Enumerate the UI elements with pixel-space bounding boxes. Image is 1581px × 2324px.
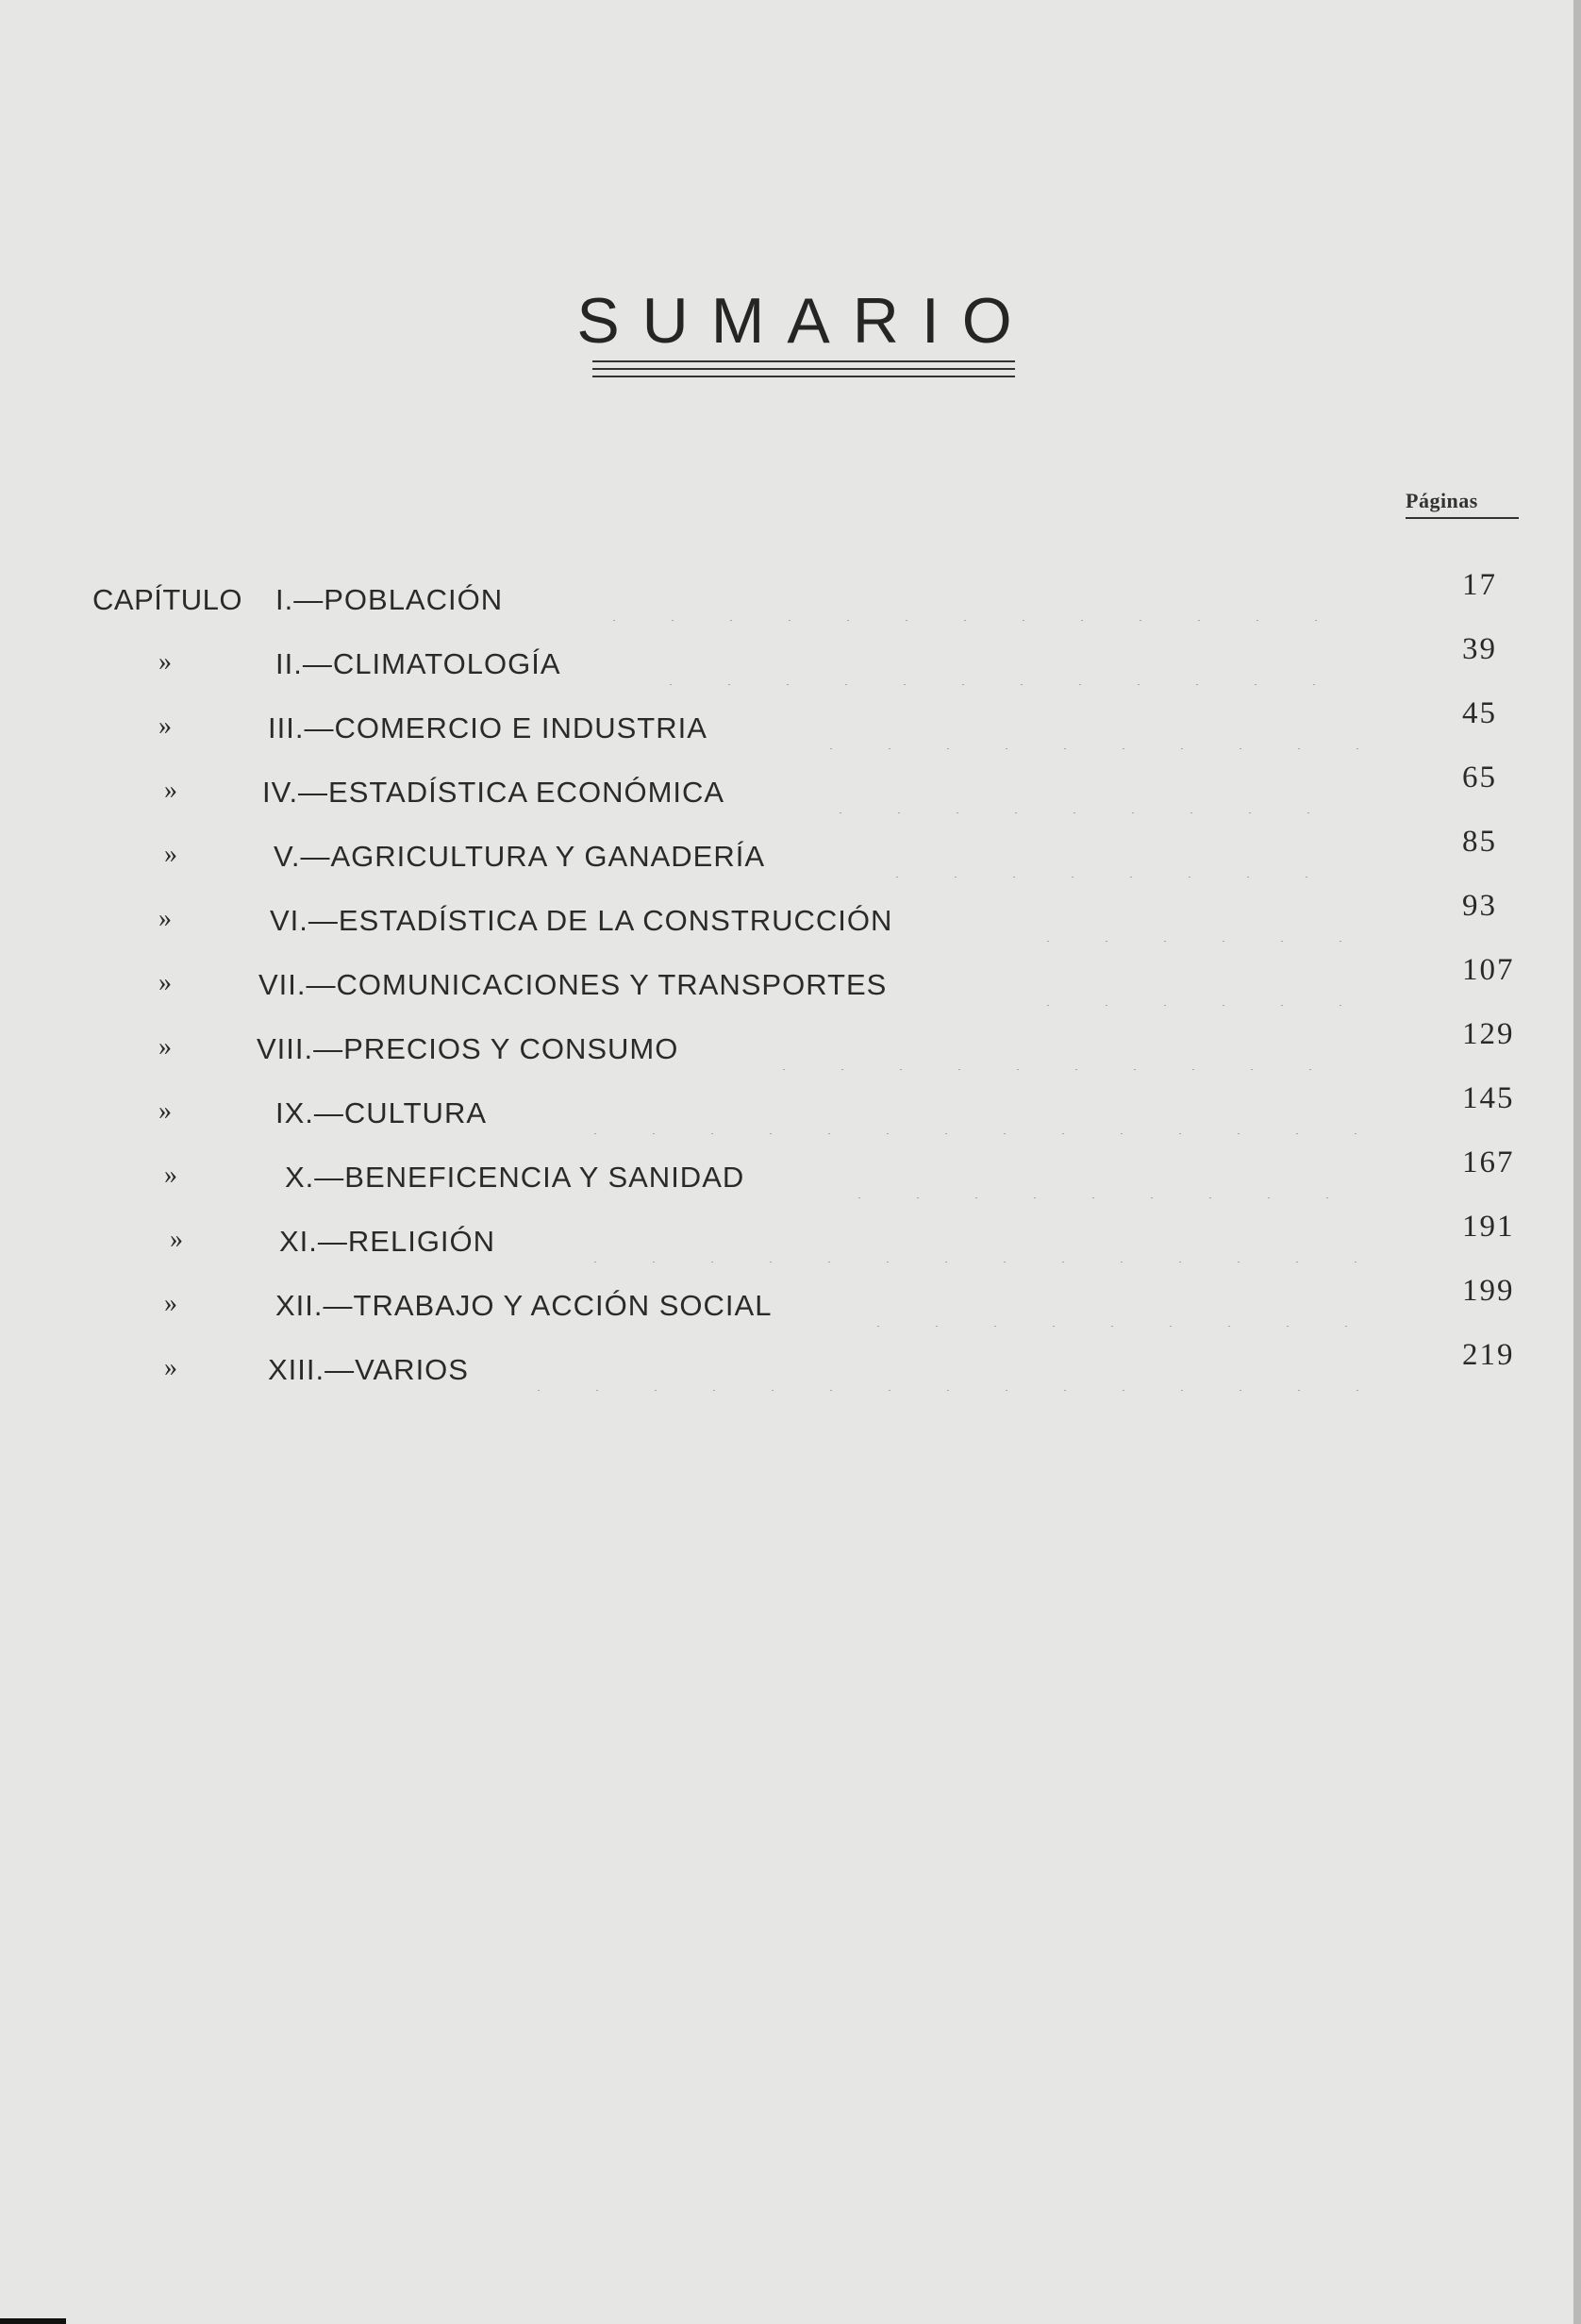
- ditto-mark: »: [164, 840, 177, 869]
- chapter-prefix: CAPÍTULO: [92, 583, 243, 616]
- ditto-mark: »: [164, 1161, 177, 1190]
- toc-entry: [0, 568, 1581, 640]
- toc-entry: [0, 1145, 1581, 1217]
- dot-leader: [849, 1289, 1358, 1327]
- ditto-mark: »: [170, 1225, 183, 1254]
- ditto-mark: »: [158, 1096, 172, 1126]
- page-number: 107: [1462, 953, 1515, 987]
- dot-leader: [1019, 904, 1358, 942]
- page-number: 219: [1462, 1338, 1515, 1372]
- page-number: 145: [1462, 1081, 1515, 1115]
- chapter-title: XIII.—VARIOS: [268, 1353, 469, 1386]
- chapter-title: VII.—COMUNICACIONES Y TRANSPORTES: [258, 968, 888, 1001]
- chapter-title: VI.—ESTADÍSTICA DE LA CONSTRUCCIÓN: [270, 904, 893, 937]
- page-number: 17: [1462, 568, 1497, 602]
- dot-leader: [755, 1032, 1358, 1070]
- page-title: SUMARIO: [576, 285, 1035, 357]
- pages-header-underline: [1406, 517, 1519, 519]
- dot-leader: [802, 711, 1358, 749]
- dot-leader: [509, 1353, 1358, 1391]
- page-number: 93: [1462, 889, 1497, 923]
- ditto-mark: »: [158, 1032, 172, 1062]
- ditto-mark: »: [164, 776, 177, 805]
- ditto-mark: »: [164, 1353, 177, 1382]
- toc-entry: [0, 1338, 1581, 1410]
- chapter-title: II.—CLIMATOLOGÍA: [275, 647, 561, 680]
- chapter-title: XII.—TRABAJO Y ACCIÓN SOCIAL: [275, 1289, 773, 1322]
- ditto-mark: »: [158, 968, 172, 997]
- dot-leader: [566, 1225, 1358, 1262]
- page-number: 199: [1462, 1274, 1515, 1308]
- chapter-title: IX.—CULTURA: [275, 1096, 488, 1129]
- dot-leader: [830, 1161, 1358, 1198]
- page-number: 65: [1462, 761, 1497, 794]
- page-number: 45: [1462, 696, 1497, 730]
- scan-corner-mark: [0, 2318, 66, 2324]
- toc-entry: [0, 1081, 1581, 1153]
- dot-leader: [566, 1096, 1358, 1134]
- chapter-title: I.—POBLACIÓN: [275, 583, 504, 616]
- dot-leader: [868, 840, 1358, 878]
- page-number: 85: [1462, 825, 1497, 859]
- toc-entry: [0, 1274, 1581, 1346]
- toc-entry: [0, 1017, 1581, 1089]
- page-number: 39: [1462, 632, 1497, 666]
- chapter-title: VIII.—PRECIOS Y CONSUMO: [257, 1032, 679, 1065]
- pages-column-header: Páginas: [1406, 489, 1478, 512]
- toc-entry: [0, 953, 1581, 1025]
- toc-entry: [0, 696, 1581, 768]
- toc-entry: [0, 632, 1581, 704]
- ditto-mark: »: [158, 711, 172, 741]
- dot-leader: [1019, 968, 1358, 1006]
- chapter-title: V.—AGRICULTURA Y GANADERÍA: [274, 840, 766, 873]
- dot-leader: [641, 647, 1358, 685]
- title-rule-1: [592, 360, 1015, 362]
- ditto-mark: »: [158, 647, 172, 677]
- chapter-title: IV.—ESTADÍSTICA ECONÓMICA: [262, 776, 725, 809]
- chapter-title: III.—COMERCIO E INDUSTRIA: [268, 711, 707, 744]
- page-number: 129: [1462, 1017, 1515, 1051]
- chapter-title: XI.—RELIGIÓN: [279, 1225, 496, 1258]
- toc-entry: [0, 825, 1581, 896]
- toc-entry: [0, 761, 1581, 832]
- dot-leader: [811, 776, 1358, 813]
- toc-entry: [0, 889, 1581, 961]
- chapter-title: X.—BENEFICENCIA Y SANIDAD: [285, 1161, 745, 1194]
- title-rule-3: [592, 376, 1015, 377]
- page-number: 167: [1462, 1145, 1515, 1179]
- page-number: 191: [1462, 1210, 1515, 1244]
- dot-leader: [585, 583, 1358, 621]
- title-rule-2: [592, 368, 1015, 370]
- toc-entry: [0, 1210, 1581, 1281]
- ditto-mark: »: [164, 1289, 177, 1318]
- ditto-mark: »: [158, 904, 172, 933]
